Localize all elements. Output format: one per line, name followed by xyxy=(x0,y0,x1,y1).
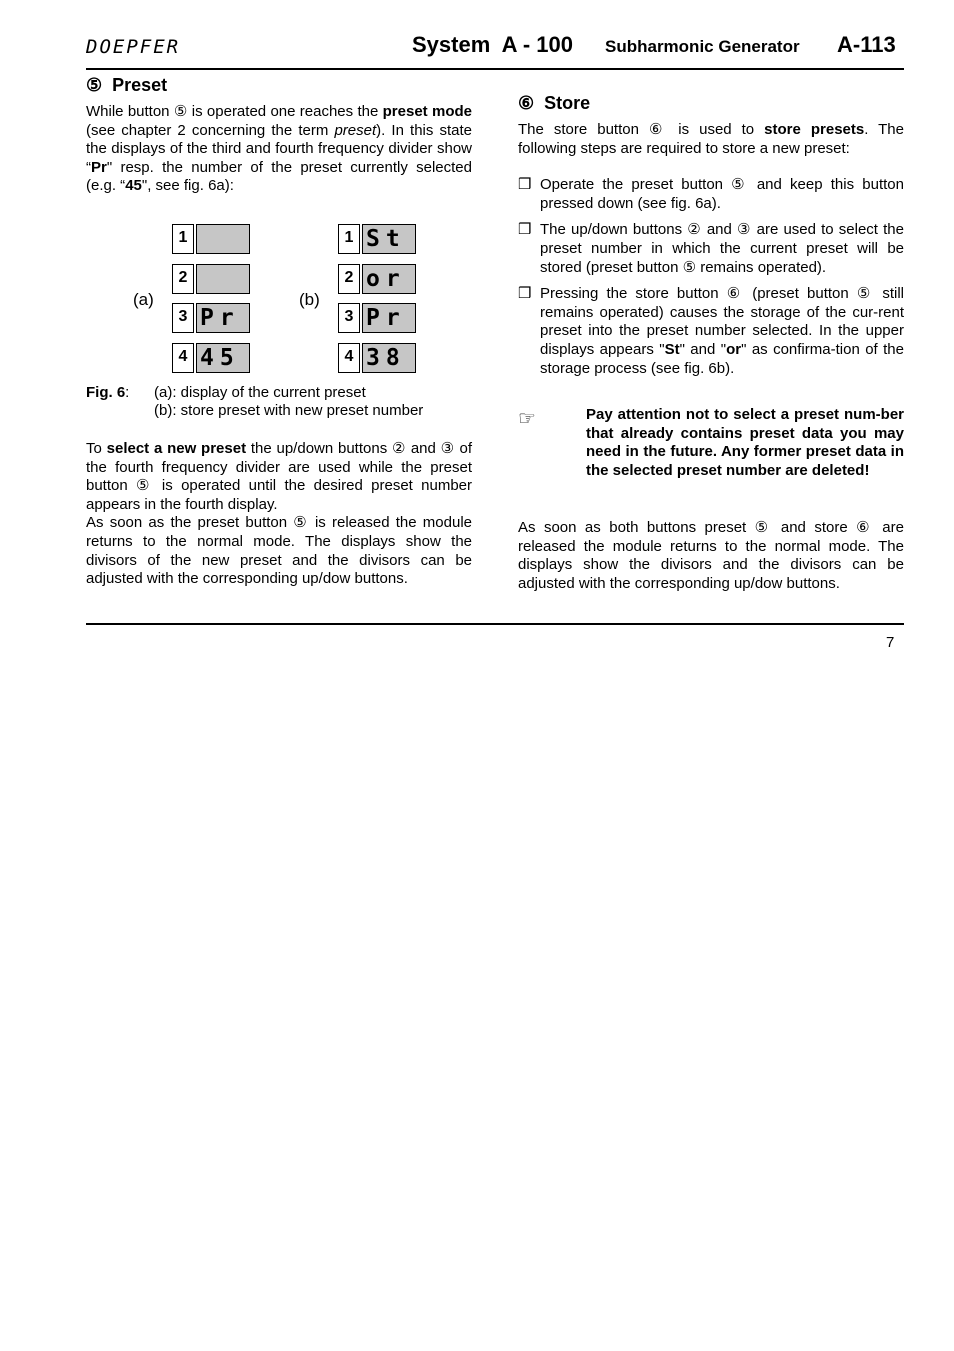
checkbox-bullet-icon: ❒ xyxy=(518,285,532,303)
display-number: 1 xyxy=(338,224,360,254)
text-run: " as confirma-tion of the storage process (see fig. 6b). xyxy=(540,340,904,377)
led-display xyxy=(196,224,250,254)
preset-paragraph-1 xyxy=(86,103,472,196)
page-header xyxy=(86,30,904,70)
display-number: 1 xyxy=(172,224,194,254)
pointing-hand-icon: ☞ xyxy=(518,408,536,430)
text-run: While button ⑤ is operated one reaches the xyxy=(86,103,383,120)
preset-paragraph-3: As soon as the preset button ⑤ is released the module returns to the normal mode. The displays show the divisors of the new preset and the divisors can be adjusted with the corresponding up/dow buttons. xyxy=(86,514,472,588)
preset-select-section xyxy=(86,440,472,589)
text-run: To xyxy=(86,440,107,457)
figure-label-b: (b) xyxy=(299,290,320,309)
text-run: " and " xyxy=(679,340,727,358)
checkbox-bullet-icon: ❒ xyxy=(518,176,532,194)
store-step-item xyxy=(518,221,904,277)
text-run: (see chapter 2 concerning the term xyxy=(86,121,335,139)
led-display: 38 xyxy=(362,343,416,373)
text-run: store presets xyxy=(764,121,865,138)
preset-heading: ⑤ Preset xyxy=(86,75,168,95)
text-run: The store button ⑥ is used to xyxy=(518,121,765,138)
store-heading: ⑥ Store xyxy=(518,93,591,113)
text-run: preset mode xyxy=(382,103,472,120)
display-number: 3 xyxy=(338,303,360,333)
figure-label-a: (a) xyxy=(133,290,154,309)
store-paragraph-1 xyxy=(518,121,904,158)
display-number: 4 xyxy=(338,343,360,373)
led-display: 45 xyxy=(196,343,250,373)
module-number: A-113 xyxy=(837,32,896,57)
display-number: 4 xyxy=(172,343,194,373)
text-run: ", see fig. 6a): xyxy=(141,177,234,195)
text-run: ). In this state the displays of the third and fourth frequency divider show “ xyxy=(86,121,472,176)
doepfer-logo: DOEPFER xyxy=(86,36,181,58)
caption-line-1: (a): display of the current preset xyxy=(154,384,366,401)
text-run: The up/down buttons ② and ③ are used to select the preset number in which the current preset will be stored (preset button ⑤ remains operated). xyxy=(540,221,904,276)
store-step-item xyxy=(518,285,904,378)
preset-section xyxy=(86,74,472,196)
text-run: St xyxy=(664,340,680,358)
text-run: . The following steps are required to store a new preset: xyxy=(518,121,904,157)
text-run: preset xyxy=(334,121,377,139)
led-display xyxy=(196,264,250,294)
caption-line-2: (b): store preset with new preset number xyxy=(154,402,424,419)
store-steps-list xyxy=(518,176,904,378)
checkbox-bullet-icon: ❒ xyxy=(518,221,532,239)
display-number: 2 xyxy=(172,264,194,294)
led-display: Pr xyxy=(196,303,250,333)
text-run: or xyxy=(726,340,742,358)
text-run: 45 xyxy=(125,177,142,195)
led-display: Pr xyxy=(362,303,416,333)
figure-caption: Fig. 6: (a): display of the current preset (b): store preset with new preset number xyxy=(86,384,424,419)
store-section xyxy=(518,92,904,386)
text-run: Pr xyxy=(91,158,107,176)
page-number: 7 xyxy=(886,634,895,651)
module-subtitle: Subharmonic Generator xyxy=(605,37,800,56)
caption-key: Fig. 6 xyxy=(86,384,126,401)
text-run: Pressing the store button ⑥ (preset button ⑤ still remains operated) causes the storage of the cur-rent preset into the preset number selected. In the upper displays appears " xyxy=(540,285,904,358)
store-end-section xyxy=(518,519,904,593)
text-run: select a new preset xyxy=(106,440,247,457)
led-display: St xyxy=(362,224,416,254)
led-display: or xyxy=(362,264,416,294)
figure-6 xyxy=(86,220,472,380)
attention-note-text: Pay attention not to select a preset num-ber that already contains preset data you may need in the future. Any former preset data in the selected preset number are deleted! xyxy=(586,406,904,479)
store-step-item xyxy=(518,176,904,213)
text-run: " resp. the number of the preset currently selected (e.g. “ xyxy=(86,158,472,195)
footer-rule xyxy=(86,623,904,625)
text-run: the up/down buttons ② and ③ of the fourth frequency divider are used while the preset button ⑤ is operated until the desired preset number appears in the fourth display. xyxy=(86,440,473,513)
store-paragraph-2: As soon as both buttons preset ⑤ and store ⑥ are released the module returns to the normal mode. The displays show the divisors and the divisors can be adjusted with the corresponding up/dow buttons. xyxy=(518,519,904,592)
display-number: 3 xyxy=(172,303,194,333)
preset-paragraph-2 xyxy=(86,440,472,514)
display-number: 2 xyxy=(338,264,360,294)
text-run: Operate the preset button ⑤ and keep this button pressed down (see fig. 6a). xyxy=(540,176,904,212)
system-title: System A - 100 xyxy=(412,32,574,57)
